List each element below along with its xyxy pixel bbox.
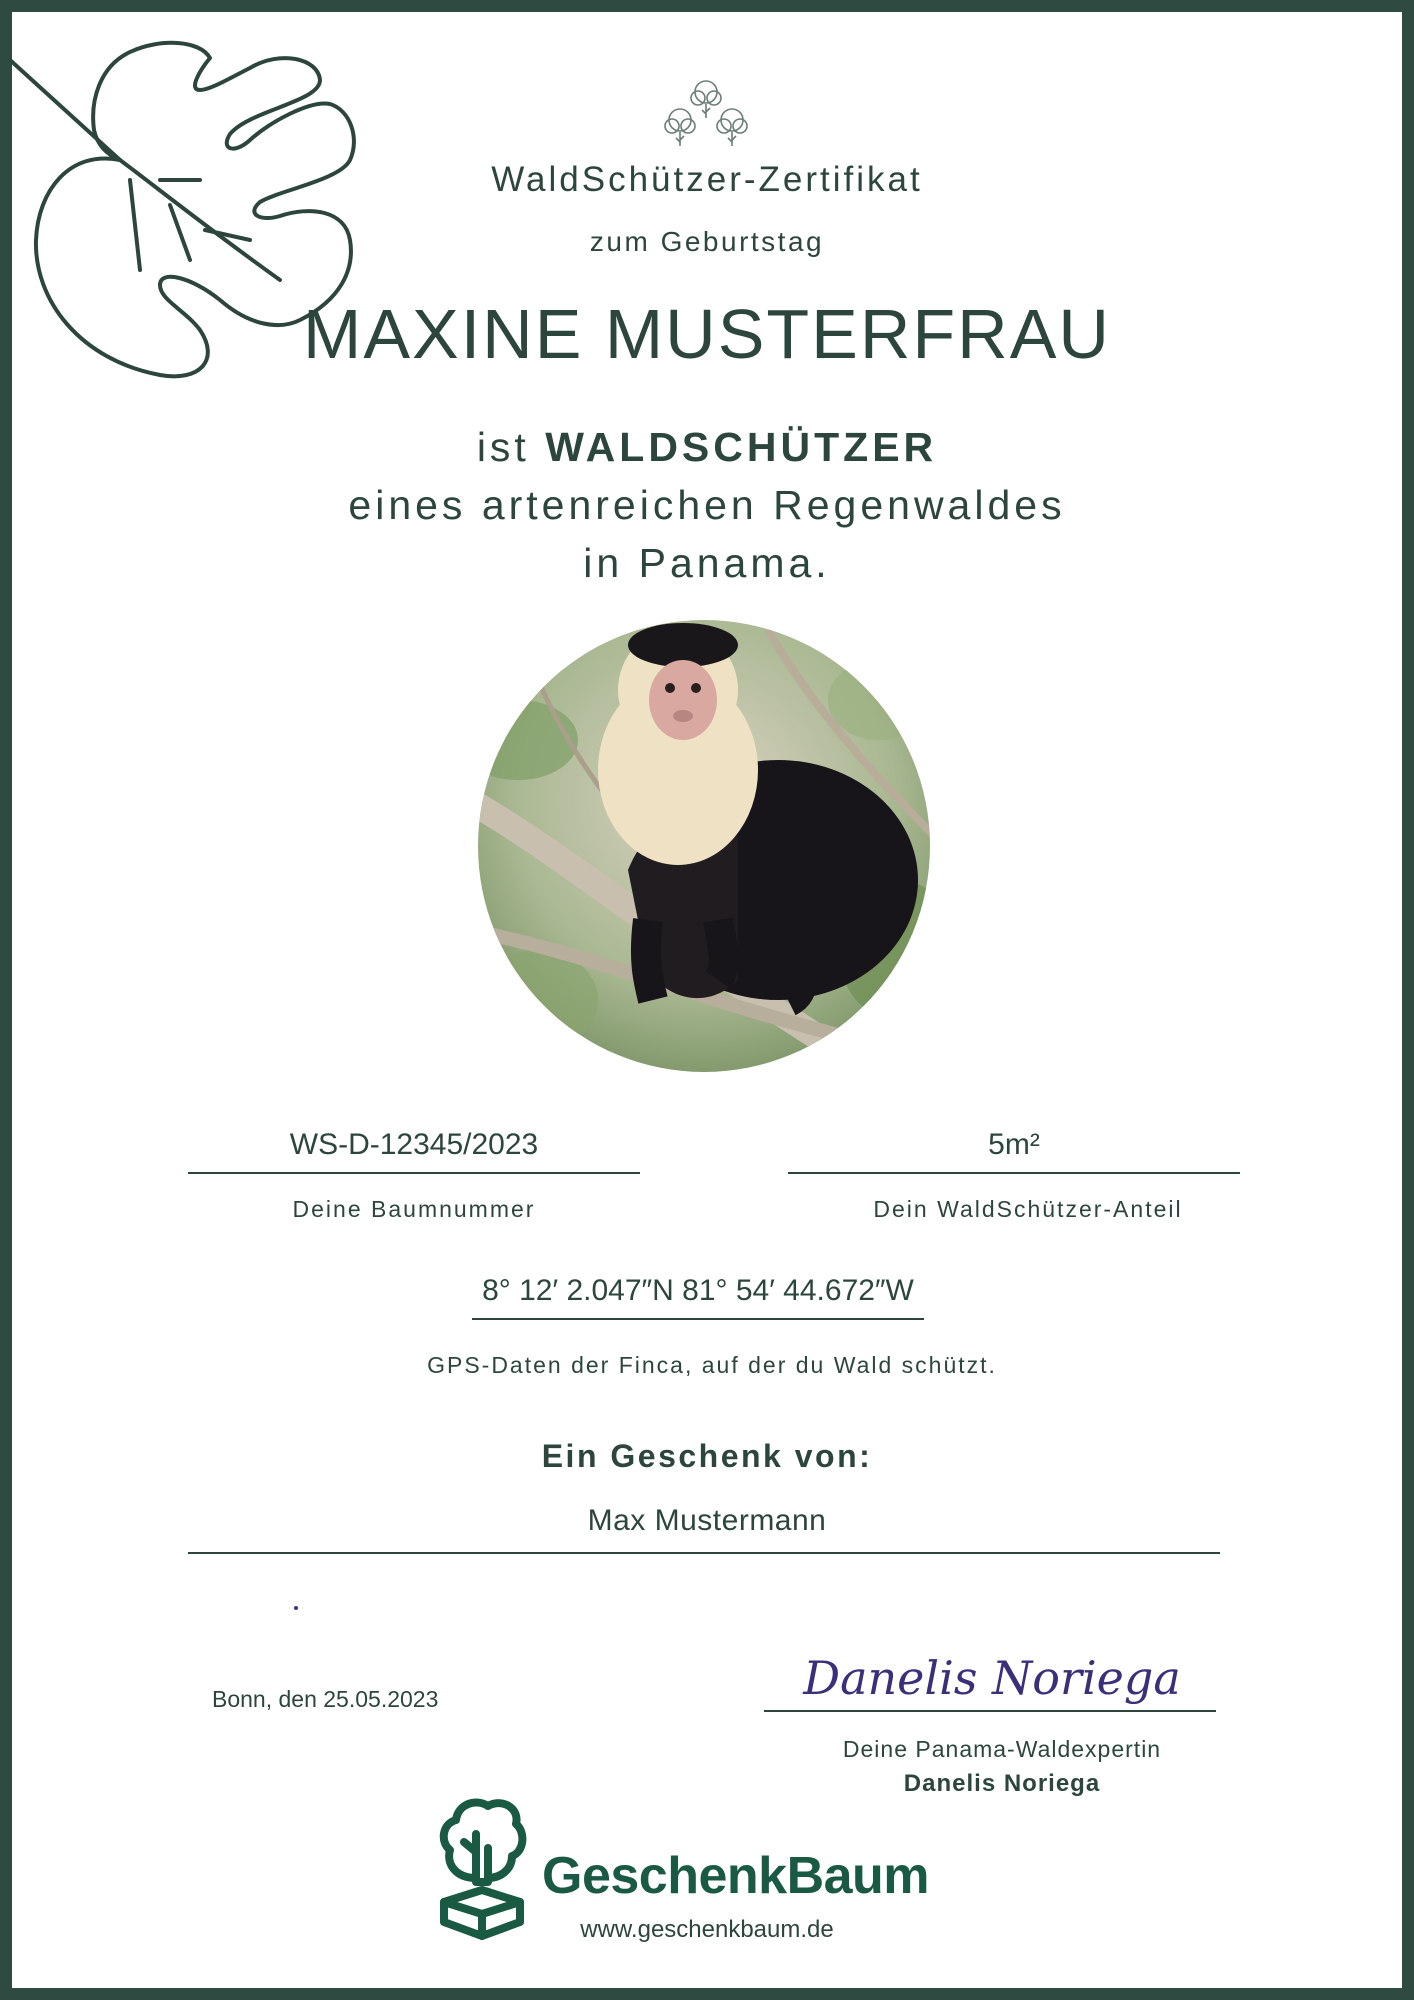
occasion-subtitle: zum Geburtstag (589, 226, 825, 257)
signature-line (764, 1710, 1216, 1712)
tree-number-underline (188, 1172, 640, 1174)
share-underline (788, 1172, 1240, 1174)
gift-heading: Ein Geschenk von: (541, 1438, 873, 1474)
statement-line-3: in Panama. (583, 540, 831, 586)
ink-dot (294, 1606, 298, 1610)
gps-underline (472, 1318, 924, 1320)
statement-prefix: ist (476, 424, 546, 470)
share-value: 5m² (988, 1128, 1040, 1161)
recipient-name: MAXINE MUSTERFRAU (303, 295, 1111, 373)
brand-url: www.geschenkbaum.de (580, 1916, 834, 1943)
signer-role: Deine Panama-Waldexpertin (842, 1736, 1162, 1762)
tree-number-label: Deine Baumnummer (292, 1196, 536, 1222)
brand-name: GeschenkBaum (542, 1847, 930, 1905)
svg-text:Danelis Noriega: Danelis Noriega (803, 1651, 1181, 1705)
signer-name: Danelis Noriega (903, 1770, 1101, 1797)
gift-giver-name: Max Mustermann (587, 1504, 827, 1537)
tree-number-value: WS-D-12345/2023 (289, 1128, 539, 1161)
gift-underline (188, 1552, 1220, 1554)
signature (803, 1642, 1181, 1712)
share-label: Dein WaldSchützer-Anteil (873, 1196, 1183, 1222)
gps-label: GPS-Daten der Finca, auf der du Wald schützt. (427, 1352, 997, 1378)
certificate-page (12, 12, 1402, 1988)
trees-icon (658, 74, 754, 154)
statement-line-1 (12, 424, 1402, 471)
gps-value: 8° 12′ 2.047″N 81° 54′ 44.672″W (482, 1274, 914, 1307)
certificate-title: WaldSchützer-Zertifikat (491, 160, 923, 199)
statement-role: WALDSCHÜTZER (545, 424, 938, 470)
place-date: Bonn, den 25.05.2023 (212, 1686, 439, 1712)
statement-line-2: eines artenreichen Regenwaldes (348, 482, 1066, 528)
monkey-photo (478, 620, 930, 1072)
